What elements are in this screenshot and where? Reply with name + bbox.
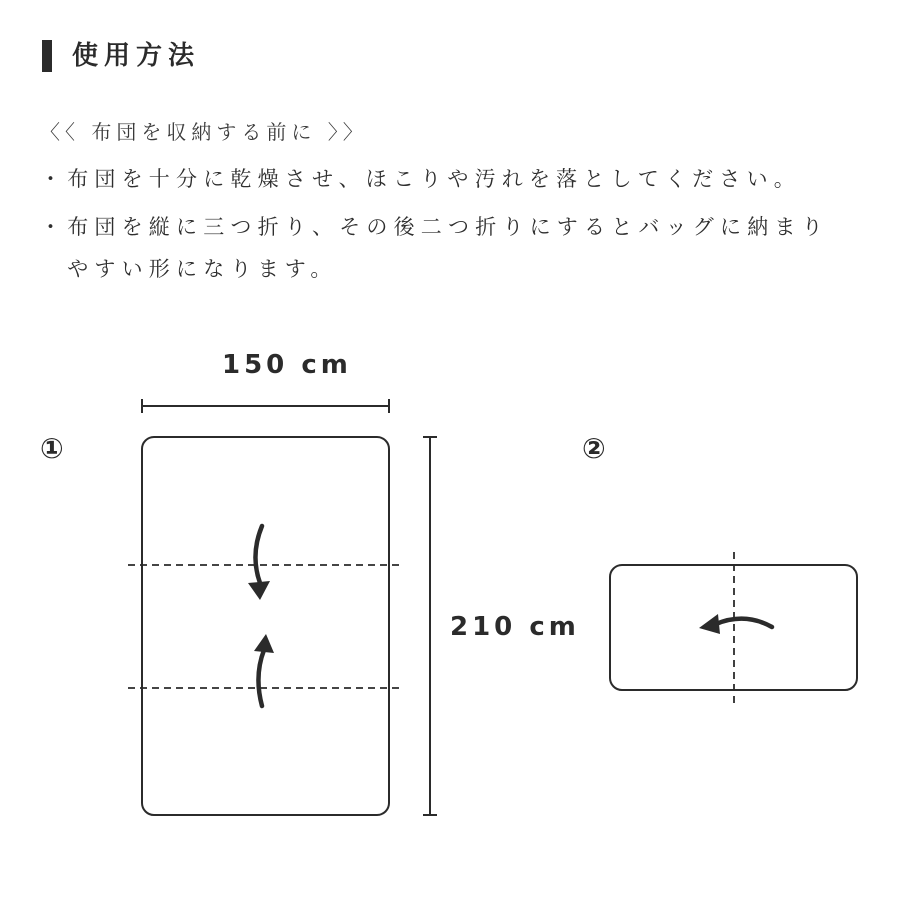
step-1-label: ① bbox=[40, 432, 64, 465]
instruction-line-3: やすい形になります。 bbox=[40, 257, 338, 281]
width-dimension-label: 150 cm bbox=[222, 350, 352, 380]
fold-up-arrow-icon bbox=[254, 634, 274, 706]
step-2-label: ② bbox=[582, 432, 606, 465]
width-dimension-line bbox=[142, 399, 389, 413]
instruction-line-1: ・布団を十分に乾燥させ、ほこりや汚れを落としてください。 bbox=[40, 167, 801, 191]
page-title: 使用方法 bbox=[72, 41, 201, 71]
fold-left-arrow-icon bbox=[699, 614, 772, 634]
futon-unfolded bbox=[142, 437, 389, 815]
height-dimension-label: 210 cm bbox=[450, 612, 580, 642]
instruction-line-2: ・布団を縦に三つ折り、その後二つ折りにするとバッグに納まり bbox=[40, 215, 829, 239]
section-heading: 〈〈 布団を収納する前に 〉〉 bbox=[40, 120, 368, 144]
fold-down-arrow-icon bbox=[248, 526, 270, 600]
height-dimension-line bbox=[423, 437, 437, 815]
